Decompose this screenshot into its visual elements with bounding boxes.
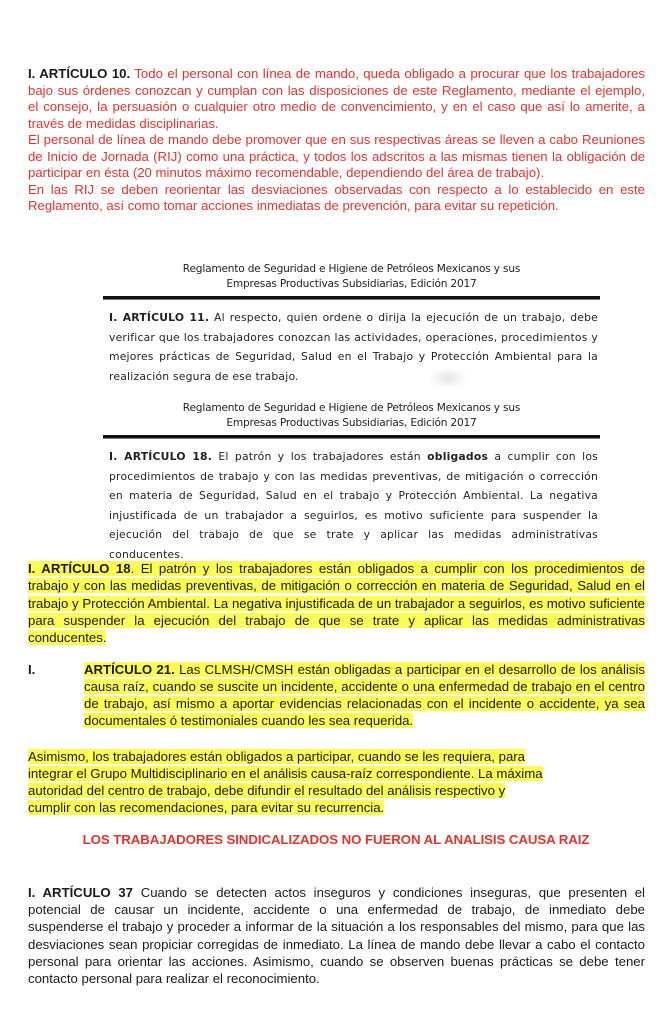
article-18-text: . El patrón y los trabajadores están obligados a cumplir con los procedimientos de trabajo y con las medidas preventivas, de mitigación o corrección en materia de Seguridad, Salud en el trabajo y Protección Ambiental. La negativa injustificada de un trabajador a seguirlos, es motivo suficiente para suspender la ejecución del trabajo de que se trate y aplicar las medidas administrativas conducentes. [28,561,645,646]
asimismo-paragraph [28,748,568,816]
article-37-text: Cuando se detecten actos inseguros y condiciones inseguras, que presenten el potencial de causar un incidente, accidente o una enfermedad de trabajo, de inmediato debe suspenderse el trabajo y proceder a informar de la situación a los responsables del mismo, para que las desviaciones sean propiciar corregidas de inmediato. La línea de mando debe llevar a cabo el contacto personal para orientar las acciones. Asimismo, cuando se observen buenas prácticas se debe tener contacto personal para realizar el reconocimiento. [28,885,645,987]
article-18-scan-label: I. ARTÍCULO 18. [109,450,213,463]
header-rule [103,296,600,300]
header-rule [103,435,600,439]
article-18-highlight [28,561,645,645]
article-11-body [103,308,600,386]
scanned-excerpt-article-18 [103,401,600,564]
article-21-label: ARTÍCULO 21. [84,662,175,677]
article-21-text: Las CLMSH/CMSH están obligadas a participar en el desarrollo de los análisis causa raíz, cuando se suscite un incidente, accidente o una enfermedad de trabajo en el centro de trabajo, así mismo a aportar evidencias relacionadas con el incidente o accidente, ya sea documentales ó testimoniales cuando les sea requerida. [84,662,645,728]
article-37-label: I. ARTÍCULO 37 [28,885,134,900]
scanned-excerpt-article-11 [103,262,600,386]
article-37 [28,884,645,987]
asimismo-line-1: Asimismo, los trabajadores están obligados a participar, cuando se les requiera, para [28,749,526,764]
scan-smudge [428,367,468,389]
article-18-scan-body [103,447,600,564]
article-18-scan-text-a: El patrón y los trabajadores están [212,450,428,463]
article-18-highlighted [28,560,645,646]
article-10 [28,66,645,215]
regulation-header-line-2: Empresas Productivas Subsidiarias, Edición 2017 [226,278,477,290]
article-11-text: Al respecto, quien ordene o dirija la ejecución de un trabajo, debe verificar que los trabajadores conozcan las actividades, operaciones, procedimientos y mejores prácticas de Seguridad, Salud en el Trabajo y Protección Ambiental para la realización segura de ese trabajo. [109,311,598,383]
asimismo-line-3: autoridad del centro de trabajo, debe difundir el resultado del análisis respectivo y [28,783,506,798]
asimismo-line-4: cumplir con las recomendaciones, para evitar su recurrencia. [28,800,385,815]
regulation-header-line-1: Reglamento de Seguridad e Higiene de Petróleos Mexicanos y sus [182,263,521,275]
article-10-paragraph-2: El personal de línea de mando debe promover que en sus respectivas áreas se lleven a cabo Reuniones de Inicio de Jornada (RIJ) como una práctica, y todos los adscritos a las mismas tienen la obligación de participar en ésta (20 minutos máximo recomendable, dependiendo del área de trabajo). [28,132,645,180]
article-18-scan-text-bold: obligados [427,450,489,463]
regulation-header-line-2: Empresas Productivas Subsidiarias, Edición 2017 [226,417,477,429]
article-18-label: I. ARTÍCULO 18 [28,561,131,576]
article-10-text: Todo el personal con línea de mando, queda obligado a procurar que los trabajadores bajo sus órdenes conozcan y cumplan con las disposiciones de este Reglamento, mediante el ejemplo, el consejo, la persuasión o cualquier otro medio de convencimiento, y en el caso que así lo amerite, a través de medidas disciplinarias. [28,66,645,131]
article-21-highlight [84,662,645,728]
article-21-highlighted [28,661,645,729]
article-21-body [84,661,645,729]
article-10-label: I. ARTÍCULO 10. [28,66,131,81]
regulation-header [103,401,600,431]
article-18-scan-text-b: a cumplir con los procedimientos de trabajo y con las medidas preventivas, de mitigación o corrección en materia de Seguridad, Salud en el trabajo y Protección Ambiental. La negativa injustificada de un trabajador a seguirlos, es motivo suficiente para suspender la ejecución del trabajo de que se trate y aplicar las medidas administrativas conducentes. [109,450,598,561]
regulation-header-line-1: Reglamento de Seguridad e Higiene de Petróleos Mexicanos y sus [182,402,521,414]
article-21-number: I. [28,662,36,677]
article-10-paragraph-1 [28,66,645,132]
article-11-label: I. ARTÍCULO 11. [109,311,210,324]
asimismo-line-2: integrar el Grupo Multidisciplinario en el análisis causa-raíz correspondiente. La máxima [28,766,543,781]
notice-heading: LOS TRABAJADORES SINDICALIZADOS NO FUERON AL ANALISIS CAUSA RAIZ [82,832,590,847]
regulation-header [103,262,600,292]
article-10-paragraph-3: En las RIJ se deben reorientar las desviaciones observadas con respecto a lo establecido en este Reglamento, así como tomar acciones inmediatas de prevención, para evitar su repetición. [28,181,645,213]
